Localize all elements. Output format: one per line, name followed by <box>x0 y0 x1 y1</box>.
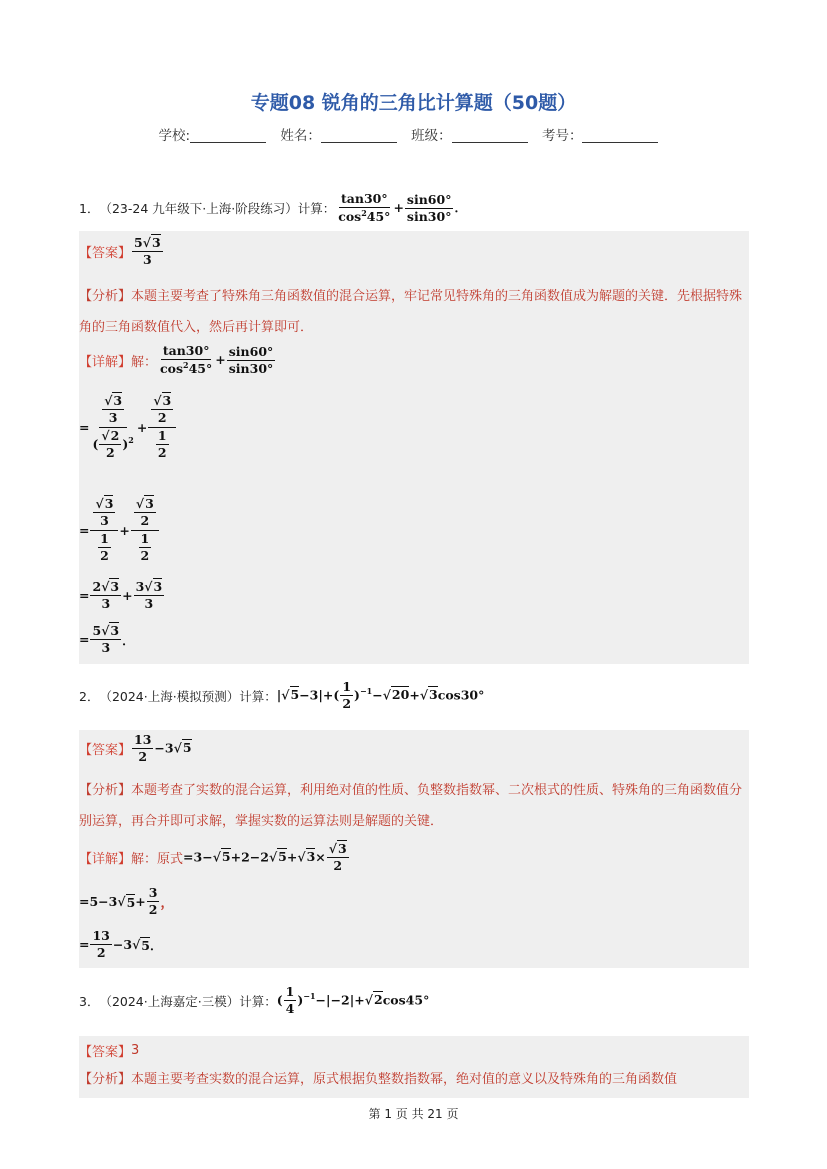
sqrt-symbol: √ <box>281 687 290 703</box>
q1-expression: $\frac{\tan 30^\circ}{\cos^245^\circ}$ + $\frac{\sin 60^\circ}{\sin 30^\circ}$ ． <box>338 191 467 225</box>
q3-number: 3． <box>79 993 100 1009</box>
sqrt-symbol: √ <box>212 849 221 865</box>
school-blank <box>190 128 266 143</box>
q1-source: （23-24 九年级下·上海·阶段练习）计算： <box>99 201 336 217</box>
q3-expression: ( $\frac{1}{4}$ )$^{-1}$−|−2|+√2cos45° <box>276 984 430 1017</box>
q3-source: （2024·上海嘉定·三模）计算： <box>99 993 277 1009</box>
sqrt-symbol: √ <box>101 623 110 638</box>
q1-step-4: = $\frac{5√3}{3}$ ． <box>79 623 135 656</box>
q2-expression: |√5−3|+( $\frac{1}{2}$ )$^{-1}$−√20+√3cos30° <box>276 679 485 712</box>
question-1 <box>79 192 467 225</box>
sqrt-symbol: √ <box>144 579 153 594</box>
q1-step-2: = $\frac{\frac{√3}{3}}{\frac{1}{2}}$ + $\frac{\frac{√3}{2}}{\frac{1}{2}}$ <box>79 497 160 564</box>
q3-analysis: 【分析】本题主要考查实数的混合运算，原式根据负整数指数幂，绝对值的意义以及特殊角的三角函数值 <box>79 1072 678 1087</box>
q1-number: 1． <box>79 201 100 217</box>
exam-no-label: 考号： <box>541 128 583 144</box>
sqrt-symbol: √ <box>328 841 337 856</box>
sqrt-symbol: √ <box>142 235 151 250</box>
name-blank <box>321 128 397 143</box>
question-2 <box>79 680 484 712</box>
sqrt-symbol: √ <box>364 992 373 1008</box>
sqrt-symbol: √ <box>153 393 162 408</box>
sqrt-symbol: √ <box>173 740 182 756</box>
sqrt-symbol: √ <box>382 687 391 703</box>
sqrt-symbol: √ <box>104 393 113 408</box>
sqrt-symbol: √ <box>117 894 126 910</box>
q2-answer: 【答案】 $\frac{13}{2}$ −3√5 <box>79 732 192 765</box>
q1-step-3: = $\frac{2√3}{3}$ + $\frac{3√3}{3}$ <box>79 579 163 612</box>
q2-step-2: = $\frac{13}{2}$ −3 √ 5 ． <box>79 928 163 961</box>
sqrt-symbol: √ <box>268 849 278 865</box>
q2-step-1: =5−3 √ 5 + $\frac{3}{2}$ ， <box>79 885 174 918</box>
name-label: 姓名： <box>280 128 321 144</box>
sqrt-symbol: √ <box>101 579 110 594</box>
sqrt-symbol: √ <box>419 687 429 703</box>
exam-no-blank <box>582 128 658 143</box>
q1-step-1: = $\frac{√3}{3}$ ( $\frac{√2}{2}$ )$^2$ + $\frac{\frac{√3}{2}}{\frac{1}{2}}$ <box>79 394 177 461</box>
sqrt-symbol: √ <box>297 849 306 865</box>
q1-answer: 【答案】 $\frac{5√3}{3}$ <box>79 235 161 268</box>
sqrt-symbol: √ <box>95 496 104 511</box>
q2-number: 2． <box>79 688 100 704</box>
page-title: 专题08 锐角的三角比计算题（50题） <box>250 92 577 114</box>
class-blank <box>452 128 528 143</box>
q2-analysis: 【分析】本题考查了实数的混合运算，利用绝对值的性质、负整数指数幂、二次根式的性质、特殊角的三角函数值分别运算，再合并即可求解，掌握实数的运算法则是解题的关键． <box>79 783 743 829</box>
q1-analysis: 【分析】本题主要考查了特殊角三角函数值的混合运算，牢记常见特殊角的三角函数值成为解题的关键．先根据特殊角的三角函数值代入，然后再计算即可． <box>79 289 743 335</box>
question-3 <box>79 985 429 1017</box>
student-info-row <box>0 124 827 144</box>
sqrt-symbol: √ <box>135 496 145 511</box>
sqrt-symbol: √ <box>101 427 110 443</box>
q2-source: （2024·上海·模拟预测）计算： <box>99 688 277 704</box>
sqrt-symbol: √ <box>132 937 141 953</box>
q1-detail: 【详解】 解： $\frac{\tan 30^\circ}{\cos^245^\circ}$ + $\frac{\sin 60^\circ}{\sin 30^\circ}$ <box>79 343 274 377</box>
q3-answer: 【答案】 3 <box>79 1043 140 1060</box>
class-label: 班级： <box>411 128 452 144</box>
q2-detail: 【详解】 解：原式 =3−√5+2−2√5+√3× $\frac{√3}{2}$ <box>79 841 347 874</box>
school-label: 学校: <box>158 128 191 144</box>
page-number: 第 1 页 共 21 页 <box>368 1107 459 1121</box>
